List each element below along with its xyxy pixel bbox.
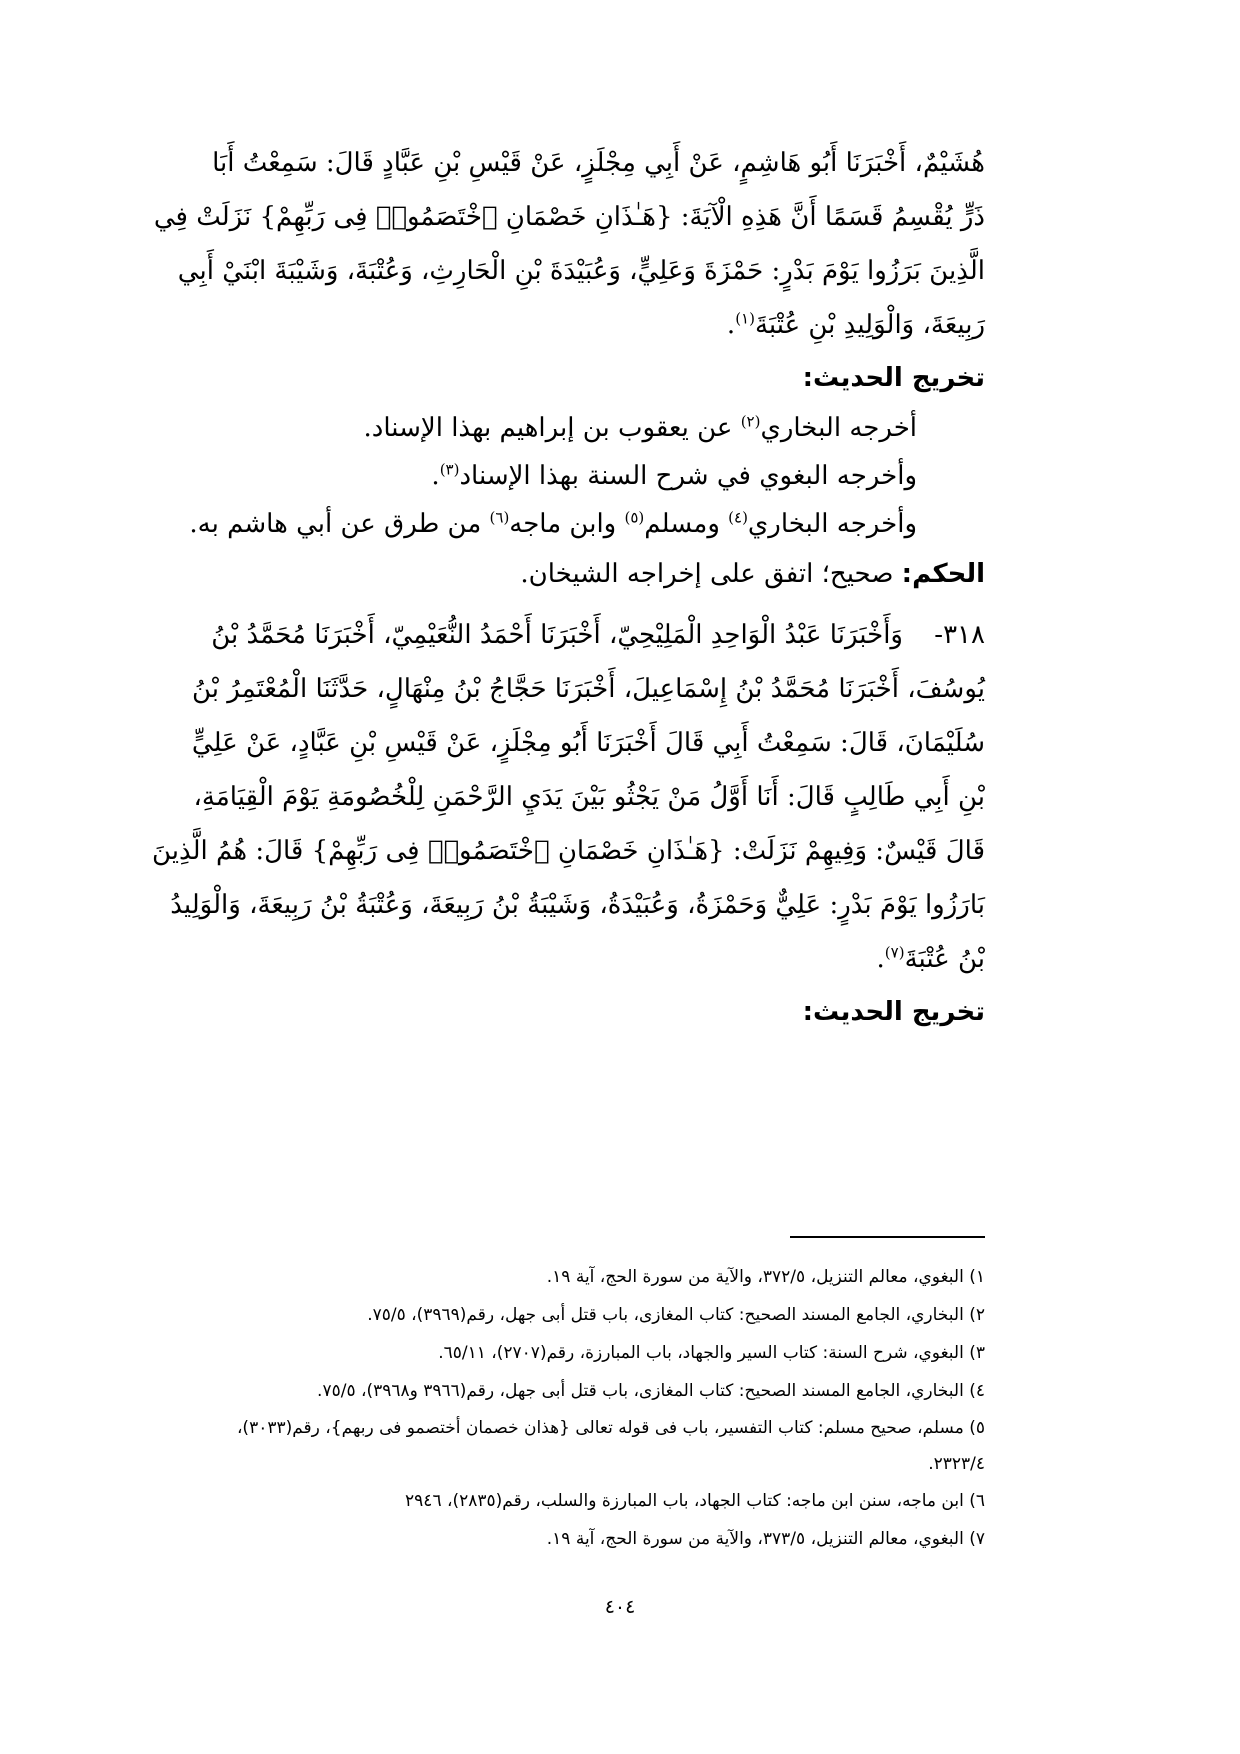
text-line: يُوسُفَ، أَخْبَرَنَا مُحَمَّدُ بْنُ إِسْمَاعِيلَ، أَخْبَرَنَا حَجَّاجُ بْنُ مِنْهَالٍ، حَدَّثَنَا الْمُعْتَمِرُ بْنُ xyxy=(191,674,985,704)
footnote-2: ٢) البخاري، الجامع المسند الصحيح: كتاب المغازى، باب قتل أبى جهل، رقم(٣٩٦٩)، ٧٥/٥. xyxy=(367,1305,985,1325)
section-heading-takhrij: تخريج الحديث: xyxy=(802,997,985,1027)
text-line: سُلَيْمَانَ، قَالَ: سَمِعْتُ أَبِي قَالَ أَخْبَرَنَا أَبُو مِجْلَزٍ، عَنْ قَيْسِ بْنِ عَبَّادٍ، عَنْ عَلِيٍّ xyxy=(191,728,985,758)
takhrij-line xyxy=(240,452,985,500)
footnote-ref-3[interactable]: (٣) xyxy=(439,460,460,479)
ruling-label: الحكم: xyxy=(901,559,985,589)
text-segment: بْنُ عُتْبَةَ xyxy=(904,944,985,974)
text-segment: وأخرجه البخاري xyxy=(747,509,917,539)
footnote-ref-1[interactable]: (١) xyxy=(735,309,755,328)
text-segment: عن يعقوب بن إبراهيم بهذا الإسناد. xyxy=(363,413,741,443)
footnote-ref-5[interactable]: (٥) xyxy=(624,508,645,527)
footnote-4: ٤) البخاري، الجامع المسند الصحيح: كتاب المغازى، باب قتل أبى جهل، رقم(٣٩٦٦ و٣٩٦٨)، ٧٥/٥. xyxy=(317,1381,985,1401)
footnote-6: ٦) ابن ماجه، سنن ابن ماجه: كتاب الجهاد، باب المبارزة والسلب، رقم(٢٨٣٥)، ٢٩٤٦ xyxy=(405,1491,985,1511)
text-segment: أخرجه البخاري xyxy=(760,413,917,443)
text-line: الَّذِينَ بَرَزُوا يَوْمَ بَدْرٍ: حَمْزَةَ وَعَلِيٍّ، وَعُبَيْدَةَ بْنِ الْحَارِثِ، وَعُتْبَةَ، وَشَيْبَةَ ابْنَيْ أَبِي xyxy=(177,256,985,286)
takhrij-line xyxy=(189,500,985,548)
page-number: ٤٠٤ xyxy=(604,1596,636,1618)
spacer xyxy=(240,600,985,608)
footnote-1: ١) البغوي، معالم التنزيل، ٣٧٢/٥، والآية من سورة الحج، آية ١٩. xyxy=(546,1267,985,1287)
footnote-7: ٧) البغوي، معالم التنزيل، ٣٧٣/٥، والآية من سورة الحج، آية ١٩. xyxy=(546,1529,985,1549)
period: . xyxy=(726,310,736,340)
text-segment: وَأَخْبَرَنَا عَبْدُ الْوَاحِدِ الْمَلِيْحِيّ، أَخْبَرَنَا أَحْمَدُ النُّعَيْمِيّ، أَخْبَرَنَا مُحَمَّدُ بْنُ xyxy=(211,620,903,650)
text-segment: وأخرجه البغوي في شرح السنة بهذا الإسناد xyxy=(459,461,917,491)
ruling-text: صحيح؛ اتفق على إخراجه الشيخان. xyxy=(520,559,902,589)
hadith-number: ٣١٨- xyxy=(934,620,985,650)
footnote-ref-6[interactable]: (٦) xyxy=(489,508,510,527)
section-heading-takhrij: تخريج الحديث: xyxy=(802,363,985,393)
text-line: بَارَزُوا يَوْمَ بَدْرٍ: عَلِيٌّ وَحَمْزَةُ، وَعُبَيْدَةُ، وَشَيْبَةُ بْنُ رَبِيعَةَ، وَعُتْبَةُ بْنُ رَبِيعَةَ، وَالْوَلِيدُ xyxy=(170,890,985,920)
footnote-ref-2[interactable]: (٢) xyxy=(740,412,761,431)
text-segment: رَبِيعَةَ، وَالْوَلِيدِ بْنِ عُتْبَةَ xyxy=(754,310,985,340)
text-line xyxy=(240,298,985,352)
main-text xyxy=(151,136,985,1038)
takhrij-line xyxy=(240,404,985,452)
footnote-3: ٣) البغوي، شرح السنة: كتاب السير والجهاد، باب المبارزة، رقم(٢٧٠٧)، ٦٥/١١. xyxy=(438,1343,985,1363)
text-segment: وابن ماجه xyxy=(509,509,625,539)
text-line: قَالَ قَيْسٌ: وَفِيهِمْ نَزَلَتْ: {هَـٰذَانِ خَصْمَانِ ٱخْتَصَمُوا۟ فِى رَبِّهِمْ} قَالَ: هُمُ الَّذِينَ xyxy=(151,836,985,866)
footnote-ref-4[interactable]: (٤) xyxy=(728,508,748,527)
footnote-ref-7[interactable]: (٧) xyxy=(884,943,905,962)
text-line: ذَرٍّ يُقْسِمُ قَسَمًا أَنَّ هَذِهِ الْآيَةَ: {هَـٰذَانِ خَصْمَانِ ٱخْتَصَمُوا۟ فِى رَبِّهِمْ} نَزَلَتْ فِي xyxy=(153,202,985,232)
text-line: هُشَيْمٌ، أَخْبَرَنَا أَبُو هَاشِمٍ، عَنْ أَبِي مِجْلَزٍ، عَنْ قَيْسِ بْنِ عَبَّادٍ قَالَ: سَمِعْتُ أَبَا xyxy=(212,148,985,178)
text-segment: من طرق عن أبي هاشم به. xyxy=(189,509,490,539)
text-line: بْنِ أَبِي طَالِبٍ قَالَ: أَنَا أَوَّلُ مَنْ يَجْثُو بَيْنَ يَدَيِ الرَّحْمَنِ لِلْخُصُومَةِ يَوْمَ الْقِيَامَةِ، xyxy=(193,782,985,812)
ruling-line xyxy=(240,548,985,600)
text-line xyxy=(211,608,985,662)
text-segment: ومسلم xyxy=(644,509,729,539)
period: . xyxy=(431,461,440,491)
footnote-5: ٥) مسلم، صحيح مسلم: كتاب التفسير، باب فى قوله تعالى {هذان خصمان أختصمو فى ربهم}، رقم(٣٠٣٣)، ٢٣٢٣/٤. xyxy=(236,1418,985,1474)
footnote-separator xyxy=(790,1236,985,1238)
period: . xyxy=(876,944,885,974)
text-line xyxy=(240,932,985,986)
footnotes xyxy=(200,1258,985,1558)
